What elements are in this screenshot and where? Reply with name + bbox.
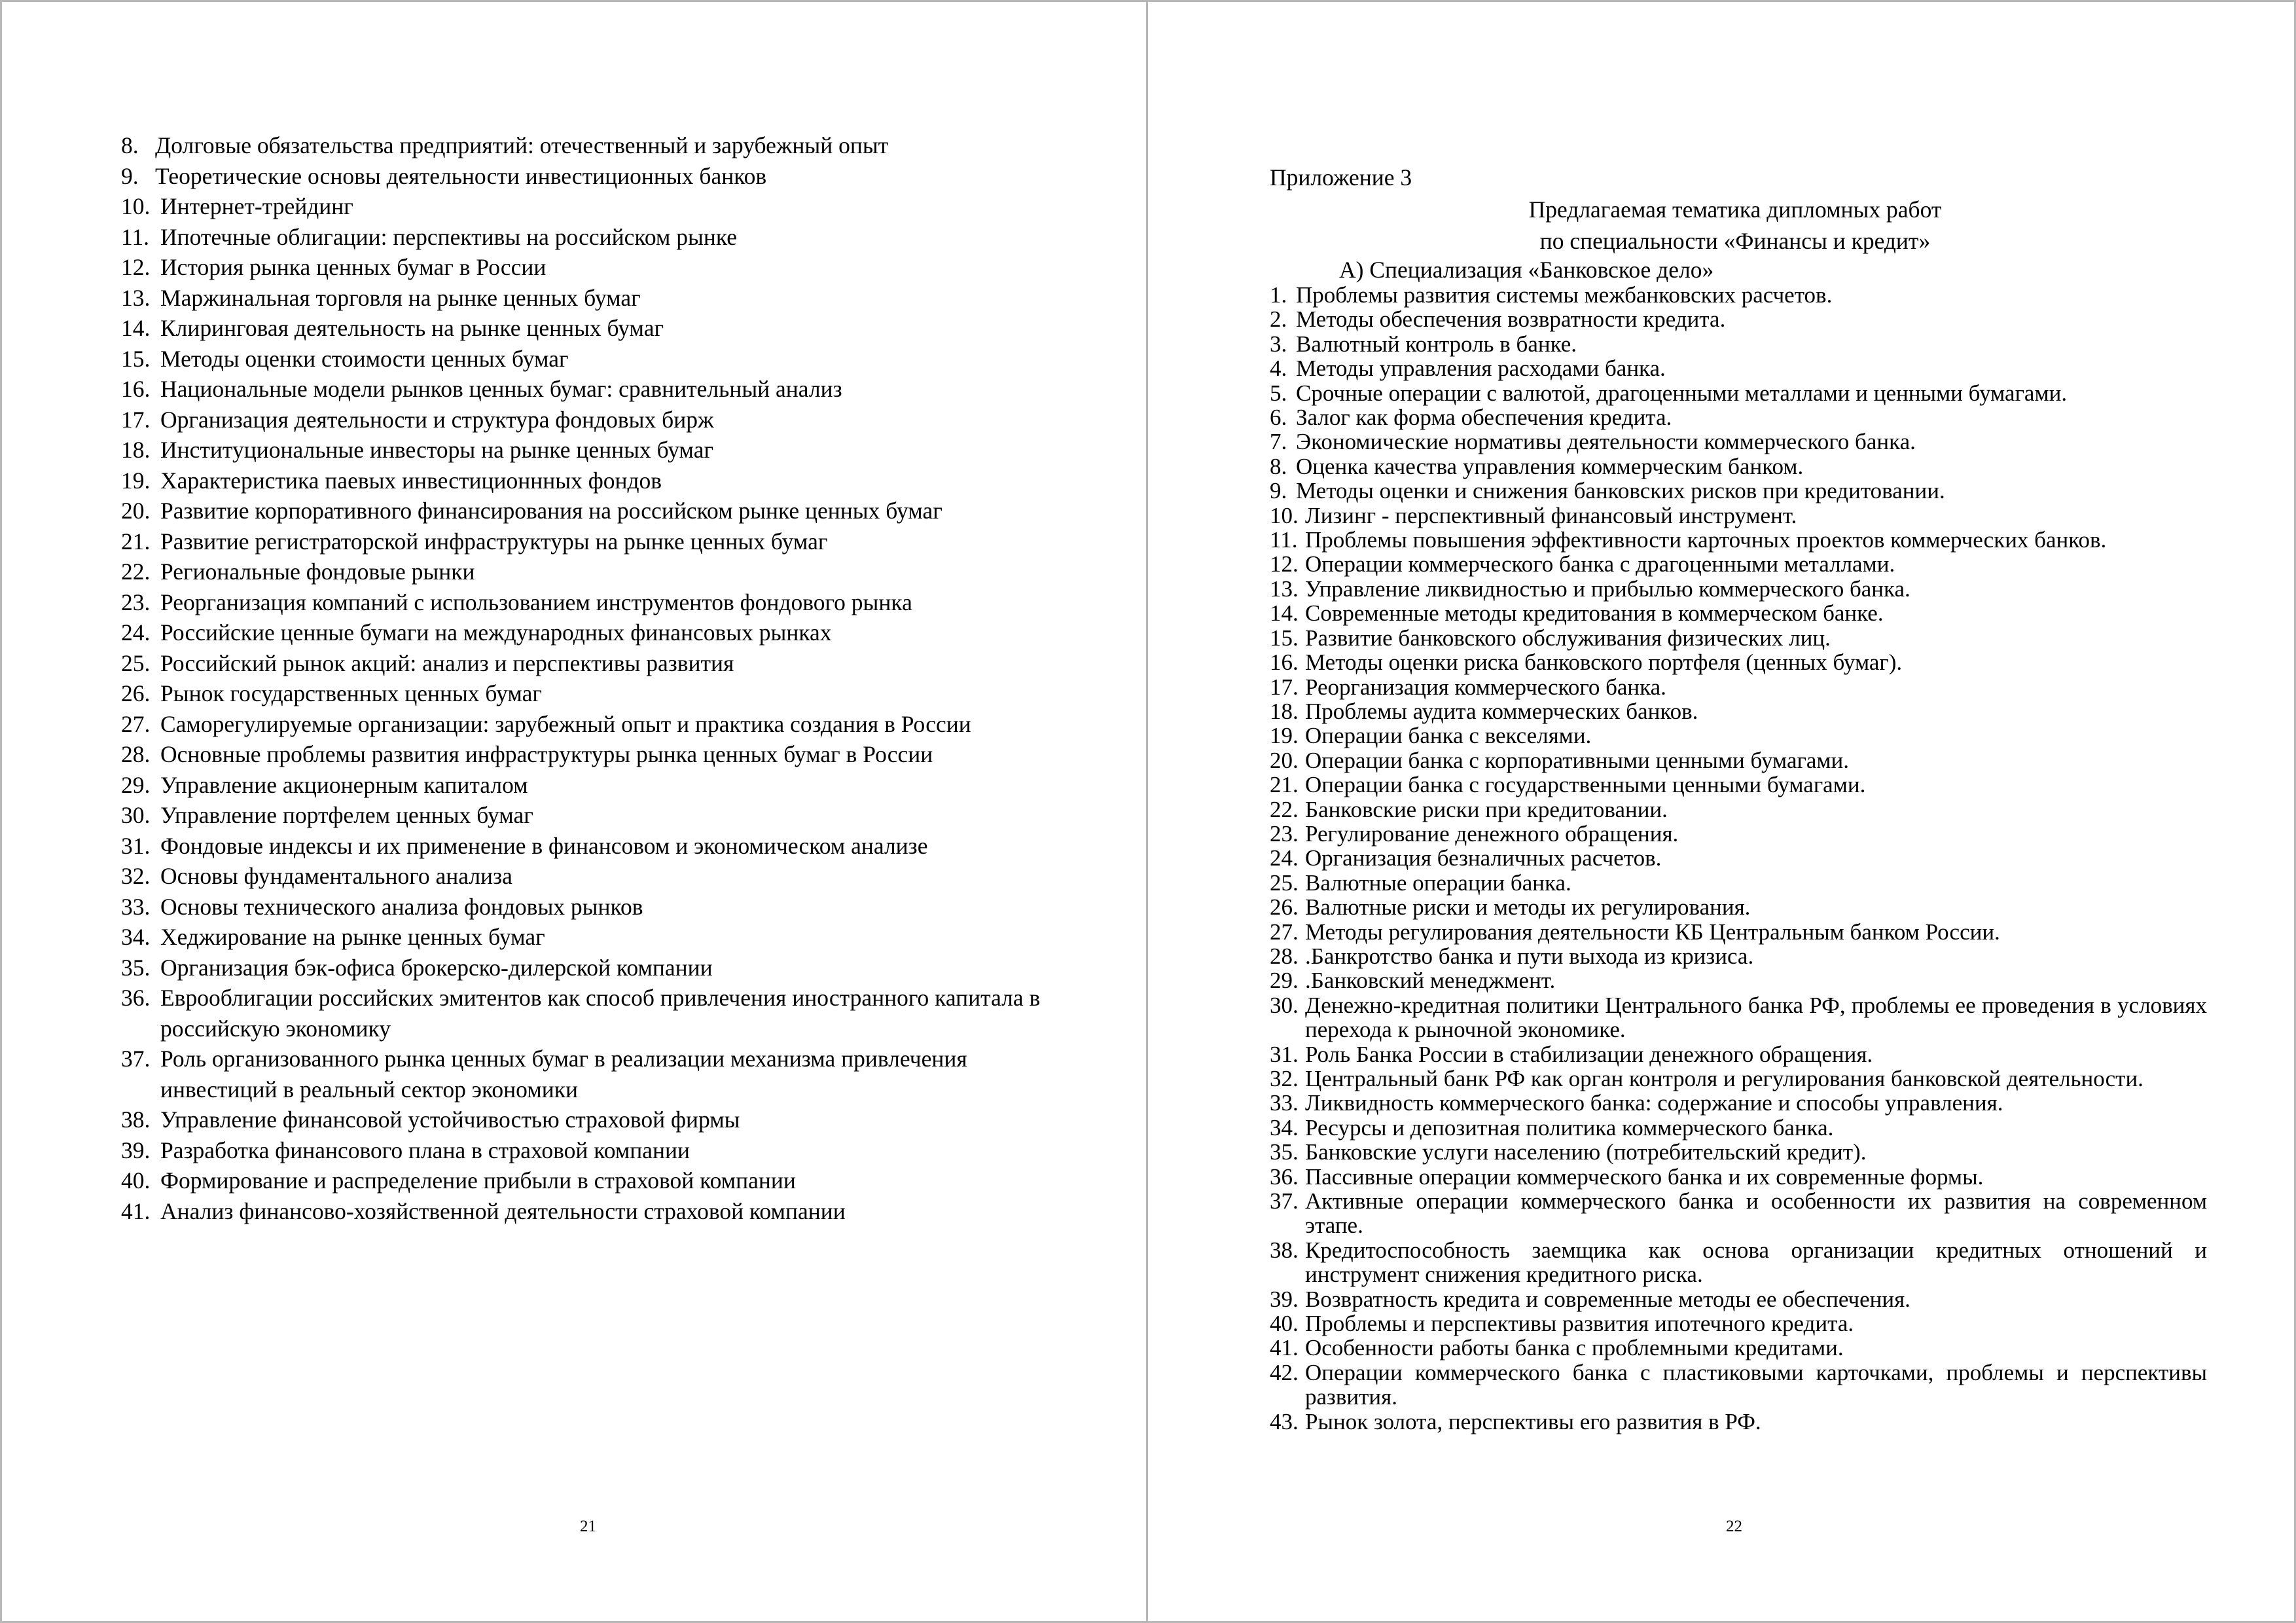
item-number: 16. bbox=[1270, 649, 1299, 676]
item-text: Роль Банка России в стабилизации денежного обращения. bbox=[1305, 1041, 1873, 1067]
item-text: Методы оценки риска банковского портфеля (ценных бумаг). bbox=[1305, 649, 1903, 676]
list-item bbox=[1270, 675, 2207, 699]
list-item bbox=[1270, 797, 2207, 822]
item-number: 36. bbox=[121, 985, 151, 1011]
item-text: Клиринговая деятельность на рынке ценных бумаг bbox=[160, 315, 664, 341]
item-number: 41. bbox=[121, 1197, 151, 1224]
item-number: 42. bbox=[1270, 1359, 1299, 1385]
item-text: Оценка качества управления коммерческим банком. bbox=[1296, 453, 1804, 479]
item-number: 19. bbox=[121, 467, 151, 494]
item-text: Российские ценные бумаги на международных финансовых рынках bbox=[160, 619, 832, 646]
item-text: Региональные фондовые рынки bbox=[160, 558, 475, 585]
list-item bbox=[1270, 283, 2207, 307]
list-item bbox=[121, 678, 1057, 709]
item-number: 17. bbox=[121, 406, 151, 433]
item-text: Валютные операции банка. bbox=[1305, 869, 1571, 896]
list-item bbox=[121, 283, 1057, 314]
item-text: Операции коммерческого банка с пластиковыми карточками, проблемы и перспективы развития. bbox=[1305, 1359, 2207, 1410]
item-text: Основы технического анализа фондовых рынков bbox=[160, 893, 643, 920]
item-text: Разработка финансового плана в страховой компании bbox=[160, 1137, 691, 1163]
item-text: Роль организованного рынка ценных бумаг в реализации механизма привлечения инвестиций в реальный сектор экономики bbox=[160, 1046, 967, 1103]
list-item bbox=[1270, 895, 2207, 919]
list-item bbox=[121, 587, 1057, 618]
item-number: 2. bbox=[1270, 306, 1287, 333]
item-text: Основы фундаментального анализа bbox=[160, 863, 512, 889]
item-number: 25. bbox=[1270, 869, 1299, 896]
item-number: 12. bbox=[1270, 551, 1299, 577]
item-text: Рынок государственных ценных бумаг bbox=[160, 680, 542, 706]
list-item bbox=[1270, 503, 2207, 528]
list-item bbox=[1270, 1067, 2207, 1091]
item-text: Проблемы и перспективы развития ипотечного кредита. bbox=[1305, 1311, 1854, 1337]
item-number: 37. bbox=[121, 1046, 151, 1072]
list-item bbox=[1270, 332, 2207, 356]
item-number: 21. bbox=[121, 528, 151, 555]
item-text: Ипотечные облигации: перспективы на российском рынке bbox=[160, 223, 737, 250]
item-text: Еврооблигации российских эмитентов как способ привлечения иностранного капитала в российскую экономику bbox=[160, 985, 1041, 1042]
item-number: 24. bbox=[121, 619, 151, 646]
item-text: .Банкротство банка и пути выхода из кризиса. bbox=[1305, 943, 1754, 969]
item-text: Реорганизация коммерческого банка. bbox=[1305, 674, 1666, 700]
item-text: Управление акционерным капиталом bbox=[160, 771, 528, 798]
item-text: Денежно-кредитная политики Центрального банка РФ, проблемы ее проведения в условиях перехода к рыночной экономике. bbox=[1305, 992, 2207, 1043]
list-item bbox=[1270, 846, 2207, 870]
list-item bbox=[121, 465, 1057, 496]
item-text: Институциональные инвесторы на рынке ценных бумаг bbox=[160, 437, 714, 463]
item-text: Развитие корпоративного финансирования на российском рынке ценных бумаг bbox=[160, 498, 942, 524]
item-text: Проблемы аудита коммерческих банков. bbox=[1305, 698, 1698, 724]
list-item bbox=[121, 435, 1057, 465]
item-number: 1. bbox=[1270, 282, 1287, 308]
item-text: Методы оценки стоимости ценных бумаг bbox=[160, 345, 569, 372]
page-22 bbox=[1146, 0, 2296, 1623]
left-page-content bbox=[121, 130, 1057, 1226]
list-item bbox=[1270, 871, 2207, 895]
item-text: Управление портфелем ценных бумаг bbox=[160, 802, 533, 828]
list-item bbox=[1270, 1189, 2207, 1238]
item-text: Операции банка с векселями. bbox=[1305, 723, 1592, 749]
item-number: 35. bbox=[1270, 1139, 1299, 1165]
list-item bbox=[121, 405, 1057, 435]
item-text: Центральный банк РФ как орган контроля и регулирования банковской деятельности. bbox=[1305, 1066, 2144, 1091]
item-number: 25. bbox=[121, 649, 151, 676]
page-number: 21 bbox=[580, 1518, 596, 1535]
item-text: Анализ финансово-хозяйственной деятельности страховой компании bbox=[160, 1197, 846, 1224]
item-number: 20. bbox=[1270, 747, 1299, 773]
item-number: 5. bbox=[1270, 380, 1287, 406]
list-item bbox=[1270, 1116, 2207, 1140]
item-number: 9. bbox=[1270, 478, 1287, 504]
item-number: 27. bbox=[121, 710, 151, 737]
list-item bbox=[121, 252, 1057, 283]
item-text: .Банковский менеджмент. bbox=[1305, 968, 1556, 994]
list-item bbox=[121, 1196, 1057, 1227]
list-item bbox=[121, 953, 1057, 983]
list-item bbox=[1270, 356, 2207, 380]
list-item bbox=[121, 222, 1057, 253]
item-text: Залог как форма обеспечения кредита. bbox=[1296, 405, 1672, 431]
list-item bbox=[121, 313, 1057, 344]
list-item bbox=[121, 892, 1057, 922]
item-text: Развитие банковского обслуживания физических лиц. bbox=[1305, 625, 1831, 651]
item-number: 32. bbox=[1270, 1066, 1299, 1091]
item-number: 14. bbox=[1270, 600, 1299, 627]
item-number: 32. bbox=[121, 863, 151, 889]
list-item bbox=[1270, 381, 2207, 405]
item-number: 13. bbox=[1270, 575, 1299, 602]
item-text: Активные операции коммерческого банка и особенности их развития на современном этапе. bbox=[1305, 1188, 2207, 1239]
list-item bbox=[121, 617, 1057, 648]
list-item bbox=[1270, 650, 2207, 674]
heading-line-2: по специальности «Финансы и кредит» bbox=[1539, 228, 1931, 254]
list-item bbox=[1270, 1287, 2207, 1311]
item-text: Операции банка с корпоративными ценными бумагами. bbox=[1305, 747, 1849, 773]
list-item bbox=[121, 861, 1057, 892]
item-text: Валютный контроль в банке. bbox=[1296, 331, 1577, 357]
item-text: Проблемы развития системы межбанковских расчетов. bbox=[1296, 282, 1833, 308]
item-text: Ресурсы и депозитная политика коммерческого банка. bbox=[1305, 1114, 1834, 1140]
thesis-topics-list-banking bbox=[1270, 283, 2207, 1434]
list-item bbox=[121, 496, 1057, 526]
item-text: Российский рынок акций: анализ и перспективы развития bbox=[160, 649, 734, 676]
item-text: Методы оценки и снижения банковских рисков при кредитовании. bbox=[1296, 478, 1945, 504]
list-item bbox=[1270, 405, 2207, 429]
item-number: 8. bbox=[121, 132, 139, 158]
item-number: 24. bbox=[1270, 845, 1299, 871]
list-item bbox=[121, 526, 1057, 557]
item-text: Характеристика паевых инвестиционнных фондов bbox=[160, 467, 662, 494]
item-text: Маржинальная торговля на рынке ценных бумаг bbox=[160, 284, 641, 311]
list-item bbox=[121, 800, 1057, 831]
item-number: 28. bbox=[121, 741, 151, 767]
thesis-topics-list-securities bbox=[121, 130, 1057, 1226]
item-text: Банковские риски при кредитовании. bbox=[1305, 796, 1668, 822]
item-number: 3. bbox=[1270, 331, 1287, 357]
list-item bbox=[1270, 479, 2207, 503]
list-item bbox=[1270, 1311, 2207, 1336]
item-text: Теоретические основы деятельности инвестиционных банков bbox=[155, 162, 767, 189]
item-number: 12. bbox=[121, 254, 151, 280]
item-text: Методы регулирования деятельности КБ Центральным банком России. bbox=[1305, 919, 2000, 945]
list-item bbox=[121, 1104, 1057, 1135]
list-item bbox=[1270, 699, 2207, 723]
list-item bbox=[1270, 993, 2207, 1042]
item-text: Хеджирование на рынке ценных бумаг bbox=[160, 924, 545, 950]
item-text: Проблемы повышения эффективности карточных проектов коммерческих банков. bbox=[1305, 527, 2107, 553]
list-item bbox=[121, 1044, 1057, 1104]
item-number: 30. bbox=[1270, 992, 1299, 1018]
list-item bbox=[121, 130, 1057, 161]
page-number: 22 bbox=[1726, 1518, 1742, 1535]
list-item bbox=[1270, 454, 2207, 479]
list-item bbox=[121, 983, 1057, 1044]
item-number: 29. bbox=[121, 771, 151, 798]
item-number: 15. bbox=[121, 345, 151, 372]
list-item bbox=[121, 770, 1057, 801]
item-text: Организация безналичных расчетов. bbox=[1305, 845, 1662, 871]
item-text: Формирование и распределение прибыли в страховой компании bbox=[160, 1167, 796, 1194]
list-item bbox=[1270, 1238, 2207, 1287]
item-number: 9. bbox=[121, 162, 139, 189]
item-number: 8. bbox=[1270, 453, 1287, 479]
item-number: 43. bbox=[1270, 1408, 1299, 1434]
item-text: Методы управления расходами банка. bbox=[1296, 356, 1666, 382]
item-text: Пассивные операции коммерческого банка и их современные формы. bbox=[1305, 1163, 1984, 1190]
list-item bbox=[1270, 1140, 2207, 1164]
item-text: Операции банка с государственными ценными бумагами. bbox=[1305, 772, 1866, 798]
item-number: 16. bbox=[121, 376, 151, 402]
item-number: 27. bbox=[1270, 919, 1299, 945]
right-page-content bbox=[1270, 163, 2207, 1434]
list-item bbox=[121, 922, 1057, 953]
item-number: 30. bbox=[121, 802, 151, 828]
item-number: 7. bbox=[1270, 429, 1287, 455]
list-item bbox=[1270, 429, 2207, 454]
list-item bbox=[1270, 601, 2207, 625]
list-item bbox=[121, 648, 1057, 679]
item-number: 37. bbox=[1270, 1188, 1299, 1214]
item-number: 33. bbox=[121, 893, 151, 920]
list-item bbox=[1270, 1360, 2207, 1410]
item-text: Экономические нормативы деятельности коммерческого банка. bbox=[1296, 429, 1916, 455]
item-number: 18. bbox=[1270, 698, 1299, 724]
item-text: Операции коммерческого банка с драгоценными металлами. bbox=[1305, 551, 1895, 577]
list-item bbox=[1270, 723, 2207, 748]
list-item bbox=[1270, 822, 2207, 846]
item-text: Интернет-трейдинг bbox=[160, 193, 353, 219]
item-text: Ликвидность коммерческого банка: содержание и способы управления. bbox=[1305, 1090, 2003, 1116]
list-item bbox=[1270, 307, 2207, 331]
item-number: 36. bbox=[1270, 1163, 1299, 1190]
item-number: 15. bbox=[1270, 625, 1299, 651]
item-number: 31. bbox=[121, 832, 151, 859]
list-item bbox=[1270, 748, 2207, 773]
item-text: Регулирование денежного обращения. bbox=[1305, 820, 1679, 847]
item-number: 31. bbox=[1270, 1041, 1299, 1067]
item-number: 10. bbox=[1270, 502, 1299, 528]
item-number: 29. bbox=[1270, 968, 1299, 994]
list-item bbox=[121, 556, 1057, 587]
item-number: 17. bbox=[1270, 674, 1299, 700]
item-text: Современные методы кредитования в коммерческом банке. bbox=[1305, 600, 1884, 627]
heading-line-1: Предлагаемая тематика дипломных работ bbox=[1528, 196, 1942, 223]
item-text: Организация деятельности и структура фондовых бирж bbox=[160, 406, 714, 433]
item-number: 21. bbox=[1270, 772, 1299, 798]
list-item bbox=[1270, 944, 2207, 968]
item-number: 39. bbox=[121, 1137, 151, 1163]
item-text: Саморегулируемые организации: зарубежный опыт и практика создания в России bbox=[160, 710, 971, 737]
item-number: 6. bbox=[1270, 405, 1287, 431]
item-text: Основные проблемы развития инфраструктуры рынка ценных бумаг в России bbox=[160, 741, 933, 767]
item-text: Управление ликвидностью и прибылью коммерческого банка. bbox=[1305, 575, 1910, 602]
item-text: Срочные операции с валютой, драгоценными металлами и ценными бумагами. bbox=[1296, 380, 2068, 406]
list-item bbox=[121, 1165, 1057, 1196]
list-item bbox=[121, 709, 1057, 740]
item-text: Долговые обязательства предприятий: отечественный и зарубежный опыт bbox=[155, 132, 889, 158]
item-text: Фондовые индексы и их применение в финансовом и экономическом анализе bbox=[160, 832, 928, 859]
item-number: 11. bbox=[121, 223, 150, 250]
list-item bbox=[1270, 1165, 2207, 1189]
item-number: 14. bbox=[121, 315, 151, 341]
item-number: 19. bbox=[1270, 723, 1299, 749]
item-text: Развитие регистраторской инфраструктуры на рынке ценных бумаг bbox=[160, 528, 828, 555]
item-text: Национальные модели рынков ценных бумаг: сравнительный анализ bbox=[160, 376, 842, 402]
list-item bbox=[121, 344, 1057, 374]
item-text: Лизинг - перспективный финансовый инструмент. bbox=[1305, 502, 1797, 528]
item-number: 18. bbox=[121, 437, 151, 463]
item-text: Особенности работы банка с проблемными кредитами. bbox=[1305, 1335, 1844, 1361]
item-number: 35. bbox=[121, 954, 151, 981]
item-text: Кредитоспособность заемщика как основа организации кредитных отношений и инструмент снижения кредитного риска. bbox=[1305, 1237, 2207, 1288]
list-item bbox=[1270, 1091, 2207, 1115]
item-number: 22. bbox=[121, 558, 151, 585]
item-number: 39. bbox=[1270, 1286, 1299, 1312]
item-number: 34. bbox=[121, 924, 151, 950]
item-number: 23. bbox=[121, 589, 151, 615]
item-number: 22. bbox=[1270, 796, 1299, 822]
item-number: 20. bbox=[121, 498, 151, 524]
list-item bbox=[1270, 920, 2207, 944]
item-number: 34. bbox=[1270, 1114, 1299, 1140]
item-number: 38. bbox=[1270, 1237, 1299, 1263]
item-number: 41. bbox=[1270, 1335, 1299, 1361]
item-number: 38. bbox=[121, 1106, 151, 1133]
list-item bbox=[1270, 528, 2207, 552]
list-item bbox=[1270, 1042, 2207, 1067]
list-item bbox=[121, 739, 1057, 770]
list-item bbox=[121, 161, 1057, 192]
item-text: Банковские услуги населению (потребительский кредит). bbox=[1305, 1139, 1867, 1165]
item-number: 11. bbox=[1270, 527, 1298, 553]
item-text: Валютные риски и методы их регулирования. bbox=[1305, 894, 1751, 921]
item-number: 10. bbox=[121, 193, 151, 219]
item-number: 23. bbox=[1270, 820, 1299, 847]
item-text: История рынка ценных бумаг в России bbox=[160, 254, 547, 280]
item-number: 33. bbox=[1270, 1090, 1299, 1116]
list-item bbox=[1270, 1410, 2207, 1434]
list-item bbox=[1270, 968, 2207, 993]
list-item bbox=[1270, 552, 2207, 576]
item-number: 40. bbox=[1270, 1311, 1299, 1337]
list-item bbox=[121, 191, 1057, 222]
item-number: 4. bbox=[1270, 356, 1287, 382]
item-number: 28. bbox=[1270, 943, 1299, 969]
list-item bbox=[1270, 1336, 2207, 1360]
item-number: 26. bbox=[1270, 894, 1299, 921]
item-number: 13. bbox=[121, 284, 151, 311]
item-number: 26. bbox=[121, 680, 151, 706]
list-item bbox=[1270, 626, 2207, 650]
item-text: Реорганизация компаний с использованием инструментов фондового рынка bbox=[160, 589, 912, 615]
list-item bbox=[1270, 577, 2207, 601]
item-text: Рынок золота, перспективы его развития в РФ. bbox=[1305, 1408, 1761, 1434]
item-text: Организация бэк-офиса брокерско-дилерской компании bbox=[160, 954, 713, 981]
item-text: Методы обеспечения возвратности кредита. bbox=[1296, 306, 1726, 333]
list-item bbox=[121, 831, 1057, 862]
item-number: 40. bbox=[121, 1167, 151, 1194]
list-item bbox=[121, 374, 1057, 405]
list-item bbox=[121, 1135, 1057, 1166]
list-item bbox=[1270, 773, 2207, 797]
item-text: Возвратность кредита и современные методы ее обеспечения. bbox=[1305, 1286, 1910, 1312]
appendix-label: Приложение 3 bbox=[1270, 164, 1412, 191]
item-text: Управление финансовой устойчивостью страховой фирмы bbox=[160, 1106, 740, 1133]
specialization-subheading: А) Специализация «Банковское дело» bbox=[1339, 257, 1714, 283]
